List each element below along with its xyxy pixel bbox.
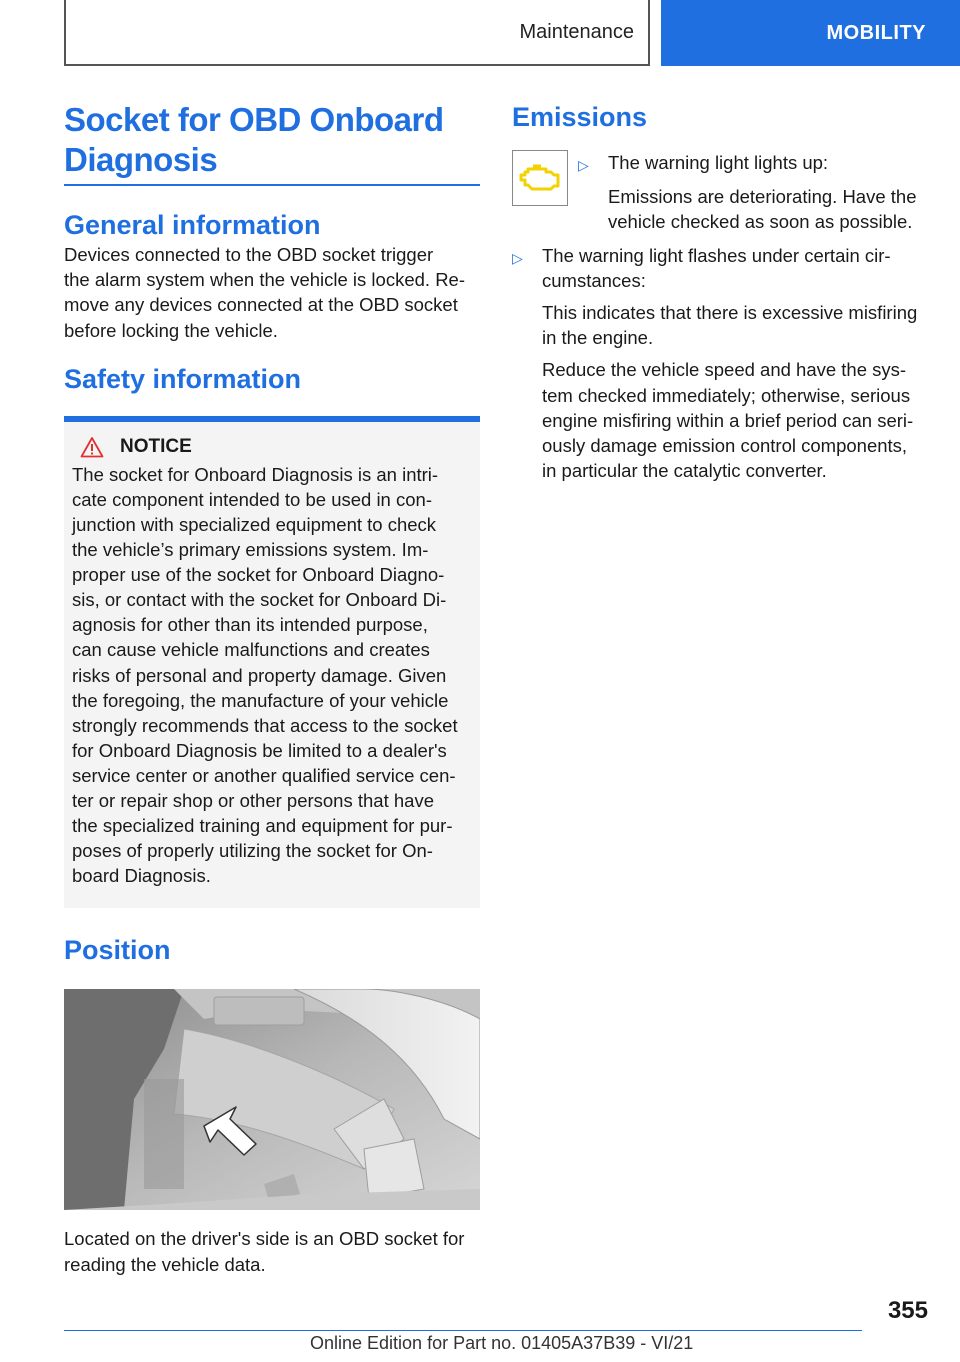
emissions-item-1	[512, 150, 928, 235]
chapter-title: MOBILITY	[826, 21, 926, 44]
check-engine-icon	[518, 163, 562, 193]
notice-box	[64, 422, 480, 909]
page-header	[64, 0, 960, 66]
safety-heading: Safety information	[64, 363, 302, 394]
item1-text: Emissions are deteriorating. Have the vehicle checked as soon as possible.	[608, 186, 917, 233]
triangle-right-icon: ▷	[578, 157, 589, 173]
emissions-heading: Emissions	[512, 102, 648, 132]
item2-paragraph-2: Reduce the vehicle speed and have the sys‐ tem checked immediately; otherwise, serious engine misfiring within a brief period can seri‐ ously damage emission control components, in particular the catalytic converter.	[542, 359, 914, 482]
page-number: 355	[887, 1297, 928, 1324]
triangle-right-icon: ▷	[512, 249, 523, 266]
position-paragraph: Located on the driver's side is an OBD socket for reading the vehicle data.	[64, 1228, 465, 1275]
title-divider	[64, 184, 480, 186]
right-column	[512, 100, 928, 483]
page-title: Socket for OBD Onboard Diagnosis	[64, 101, 444, 178]
item1-title: The warning light lights up:	[608, 152, 829, 173]
general-paragraph: Devices connected to the OBD socket trigger the alarm system when the vehicle is locked. Re‐ move any devices connected at the OBD socket before locking the vehicle.	[64, 244, 466, 341]
notice-text: The socket for Onboard Diagnosis is an intri‐ cate component intended to be used in con‐ junction with specialized equipment to check the vehicle’s primary emissions system. Im‐ proper use of the socket for Onboard Diagno‐ sis, or contact with the socket for Onboard Di‐ agnosis for other than its intended purpose, can cause vehicle malfunctions and creates risks of personal and property damage. Given the foregoing, the manufacture of your vehicle strongly recommends that access to the socket for Onboard Diagnosis be limited to a dealer's service center or another qualified service cen‐ ter or repair shop or other persons that have the specialized training and equipment for pur‐ poses of properly utilizing the socket for On‐ board Diagnosis.	[72, 463, 458, 887]
item2-paragraph-1: This indicates that there is excessive misfiring in the engine.	[542, 302, 918, 349]
footer-divider	[64, 1330, 862, 1331]
left-column	[64, 100, 480, 1277]
emissions-item-2	[512, 243, 928, 484]
obd-position-photo	[64, 989, 480, 1210]
section-tab	[64, 0, 650, 66]
warning-triangle-icon	[80, 436, 104, 458]
footer-edition: Online Edition for Part no. 01405A37B39 - VI/21	[310, 1333, 694, 1353]
check-engine-light	[512, 150, 568, 206]
chapter-tab	[661, 0, 960, 66]
item2-title: The warning light flashes under certain cir‐ cumstances:	[542, 244, 891, 291]
section-title: Maintenance	[519, 20, 634, 43]
notice-header	[72, 436, 473, 458]
general-heading: General information	[64, 210, 321, 240]
position-heading: Position	[64, 935, 171, 966]
notice-label: NOTICE	[120, 435, 192, 457]
